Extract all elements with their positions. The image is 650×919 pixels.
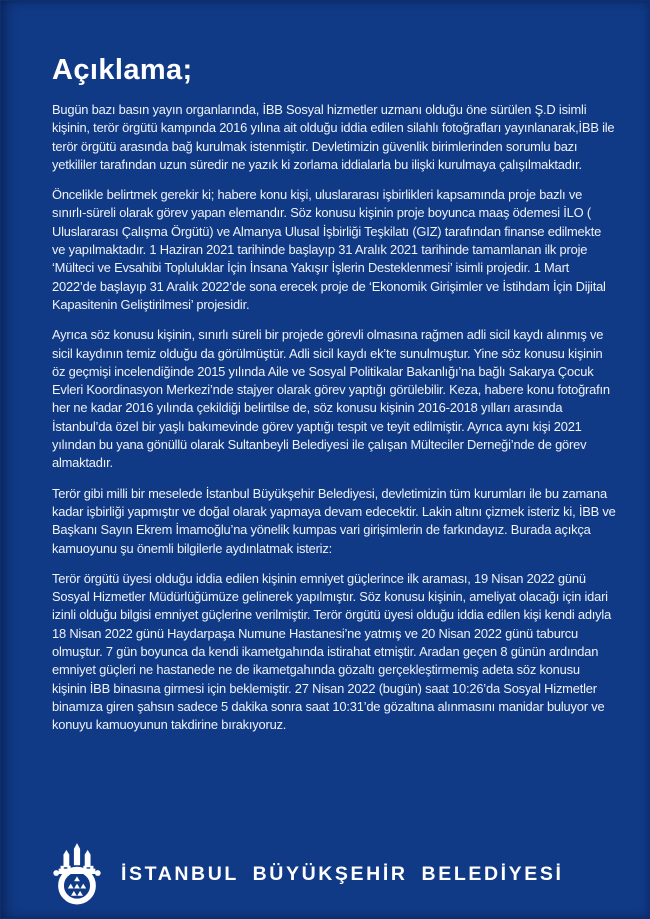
statement-paragraph-2: Öncelikle belirtmek gerekir ki; habere konu kişi, uluslararası işbirlikleri kapsamında proje bazlı ve sınırlı-süreli olarak görev yapan elemandır. Söz konusu kişinin proje boyunca maaş ödemesi İLO ( Uluslararası Çalışma Örgütü) ve Almanya Ulusal İşbirliği Teşkilatı (GIZ) tarafından finanse edilmekte ve yapılmaktadır. 1 Haziran 2021 tarihinde başlayıp 31 Aralık 2021 tarihinde tamamlanan ilk proje ‘Mülteci ve Evsahibi Topluluklar İçin İnsana Yakışır İşlerin Desteklenmesi’ isimli projedir. 1 Mart 2022’de başlayıp 31 Aralık 2022’de sona erecek proje de ‘Ekonomik Girişimler ve İstihdam İçin Dijital Kapasitenin Geliştirilmesi’ projesidir. — [52, 187, 606, 312]
page-title: Açıklama; — [52, 54, 193, 86]
statement-paragraph-5: Terör örgütü üyesi olduğu iddia edilen kişinin emniyet güçlerince ilk araması, 19 Nisan 2022 günü Sosyal Hizmetler Müdürlüğümüze gelinerek yapılmıştır. Söz konusu kişinin, ameliyat olacağı için idari izinli olduğu bilgisi emniyet güçlerine verilmiştir. Terör örgütü üyesi olduğu iddia edilen kişi kendi adıyla 18 Nisan 2022 günü Haydarpaşa Numune Hastanesi’ne yatmış ve 20 Nisan 2022 günü taburcu olmuştur. 7 gün boyunca da kendi ikametgahında istirahat etmiştir. Aradan geçen 8 günün ardından emniyet güçleri ne hastanede ne de ikametgahında gözaltı gerçekleştirmemiş adeta söz konusu kişinin İBB binasına girmesi için beklemiştir. 27 Nisan 2022 (bugün) saat 10:26’da Sosyal Hizmetler binamıza giren şahsın sadece 5 dakika sonra saat 10:31’de gözaltına alınmasını manidar buluyor ve konuyu kamuoyunun takdirine bırakıyoruz. — [52, 570, 612, 733]
organization-name: İSTANBUL BÜYÜKŞEHİR BELEDİYESİ — [121, 862, 564, 885]
ibb-mosque-minarets-logo-icon — [48, 843, 106, 905]
footer — [48, 842, 564, 906]
statement-paragraph-1: Bugün bazı basın yayın organlarında, İBB Sosyal hizmetler uzmanı olduğu öne sürülen Ş.D isimli kişinin, terör örgütü kampında 2016 yılına ait olduğu iddia edilen silahlı fotoğrafları yayınlanarak,İBB ile terör örgütü arasında bağ kurulmak istenmiştir. Devletimizin güvenlik birimlerinden sorumlu bazı yetkililer tarafından uzun süredir ne yazık ki zorlama iddialarla bu ilişki kurulmaya çalışılmaktadır. — [52, 102, 615, 172]
statement-paragraph-4: Terör gibi milli bir meselede İstanbul Büyükşehir Belediyesi, devletimizin tüm kurumları ile bu zamana kadar işbirliği yapmıştır ve doğal olarak yapmaya devam edecektir. Lakin altını çizmek isteriz ki, İBB ve Başkanı Sayın Ekrem İmamoğlu’na yönelik kumpas vari girişimlerin de farkındayız. Burada açıkça kamuoyunu şu önemli bilgilerle aydınlatmak isteriz: — [52, 485, 616, 556]
statement-paragraph-3: Ayrıca söz konusu kişinin, sınırlı süreli bir projede görevli olmasına rağmen adli sicil kaydı alınmış ve sicil kaydının temiz olduğu da görülmüştür. Adli sicil kaydı ek’te sunulmuştur. Yine söz konusu kişinin öz geçmişi incelendiğinde 2015 yılında Aile ve Sosyal Politikalar Bakanlığı’na bağlı Sakarya Çocuk Evleri Koordinasyon Merkezi’nde stajyer olarak görev yaptığı görülebilir. Keza, habere konu fotoğrafın her ne kadar 2016 yılında çekildiği belirtilse de, söz konusu kişinin 2016-2018 yılları arasında İstanbul’da özel bir yaşlı bakımevinde görev yaptığı tespit ve teyit edilmiştir. Ayrıca aynı kişi 2021 yılından bu yana gönüllü olarak Sultanbeyli Belediyesi ile çalışan Mülteciler Derneği’nde de görev almaktadır. — [52, 327, 610, 471]
